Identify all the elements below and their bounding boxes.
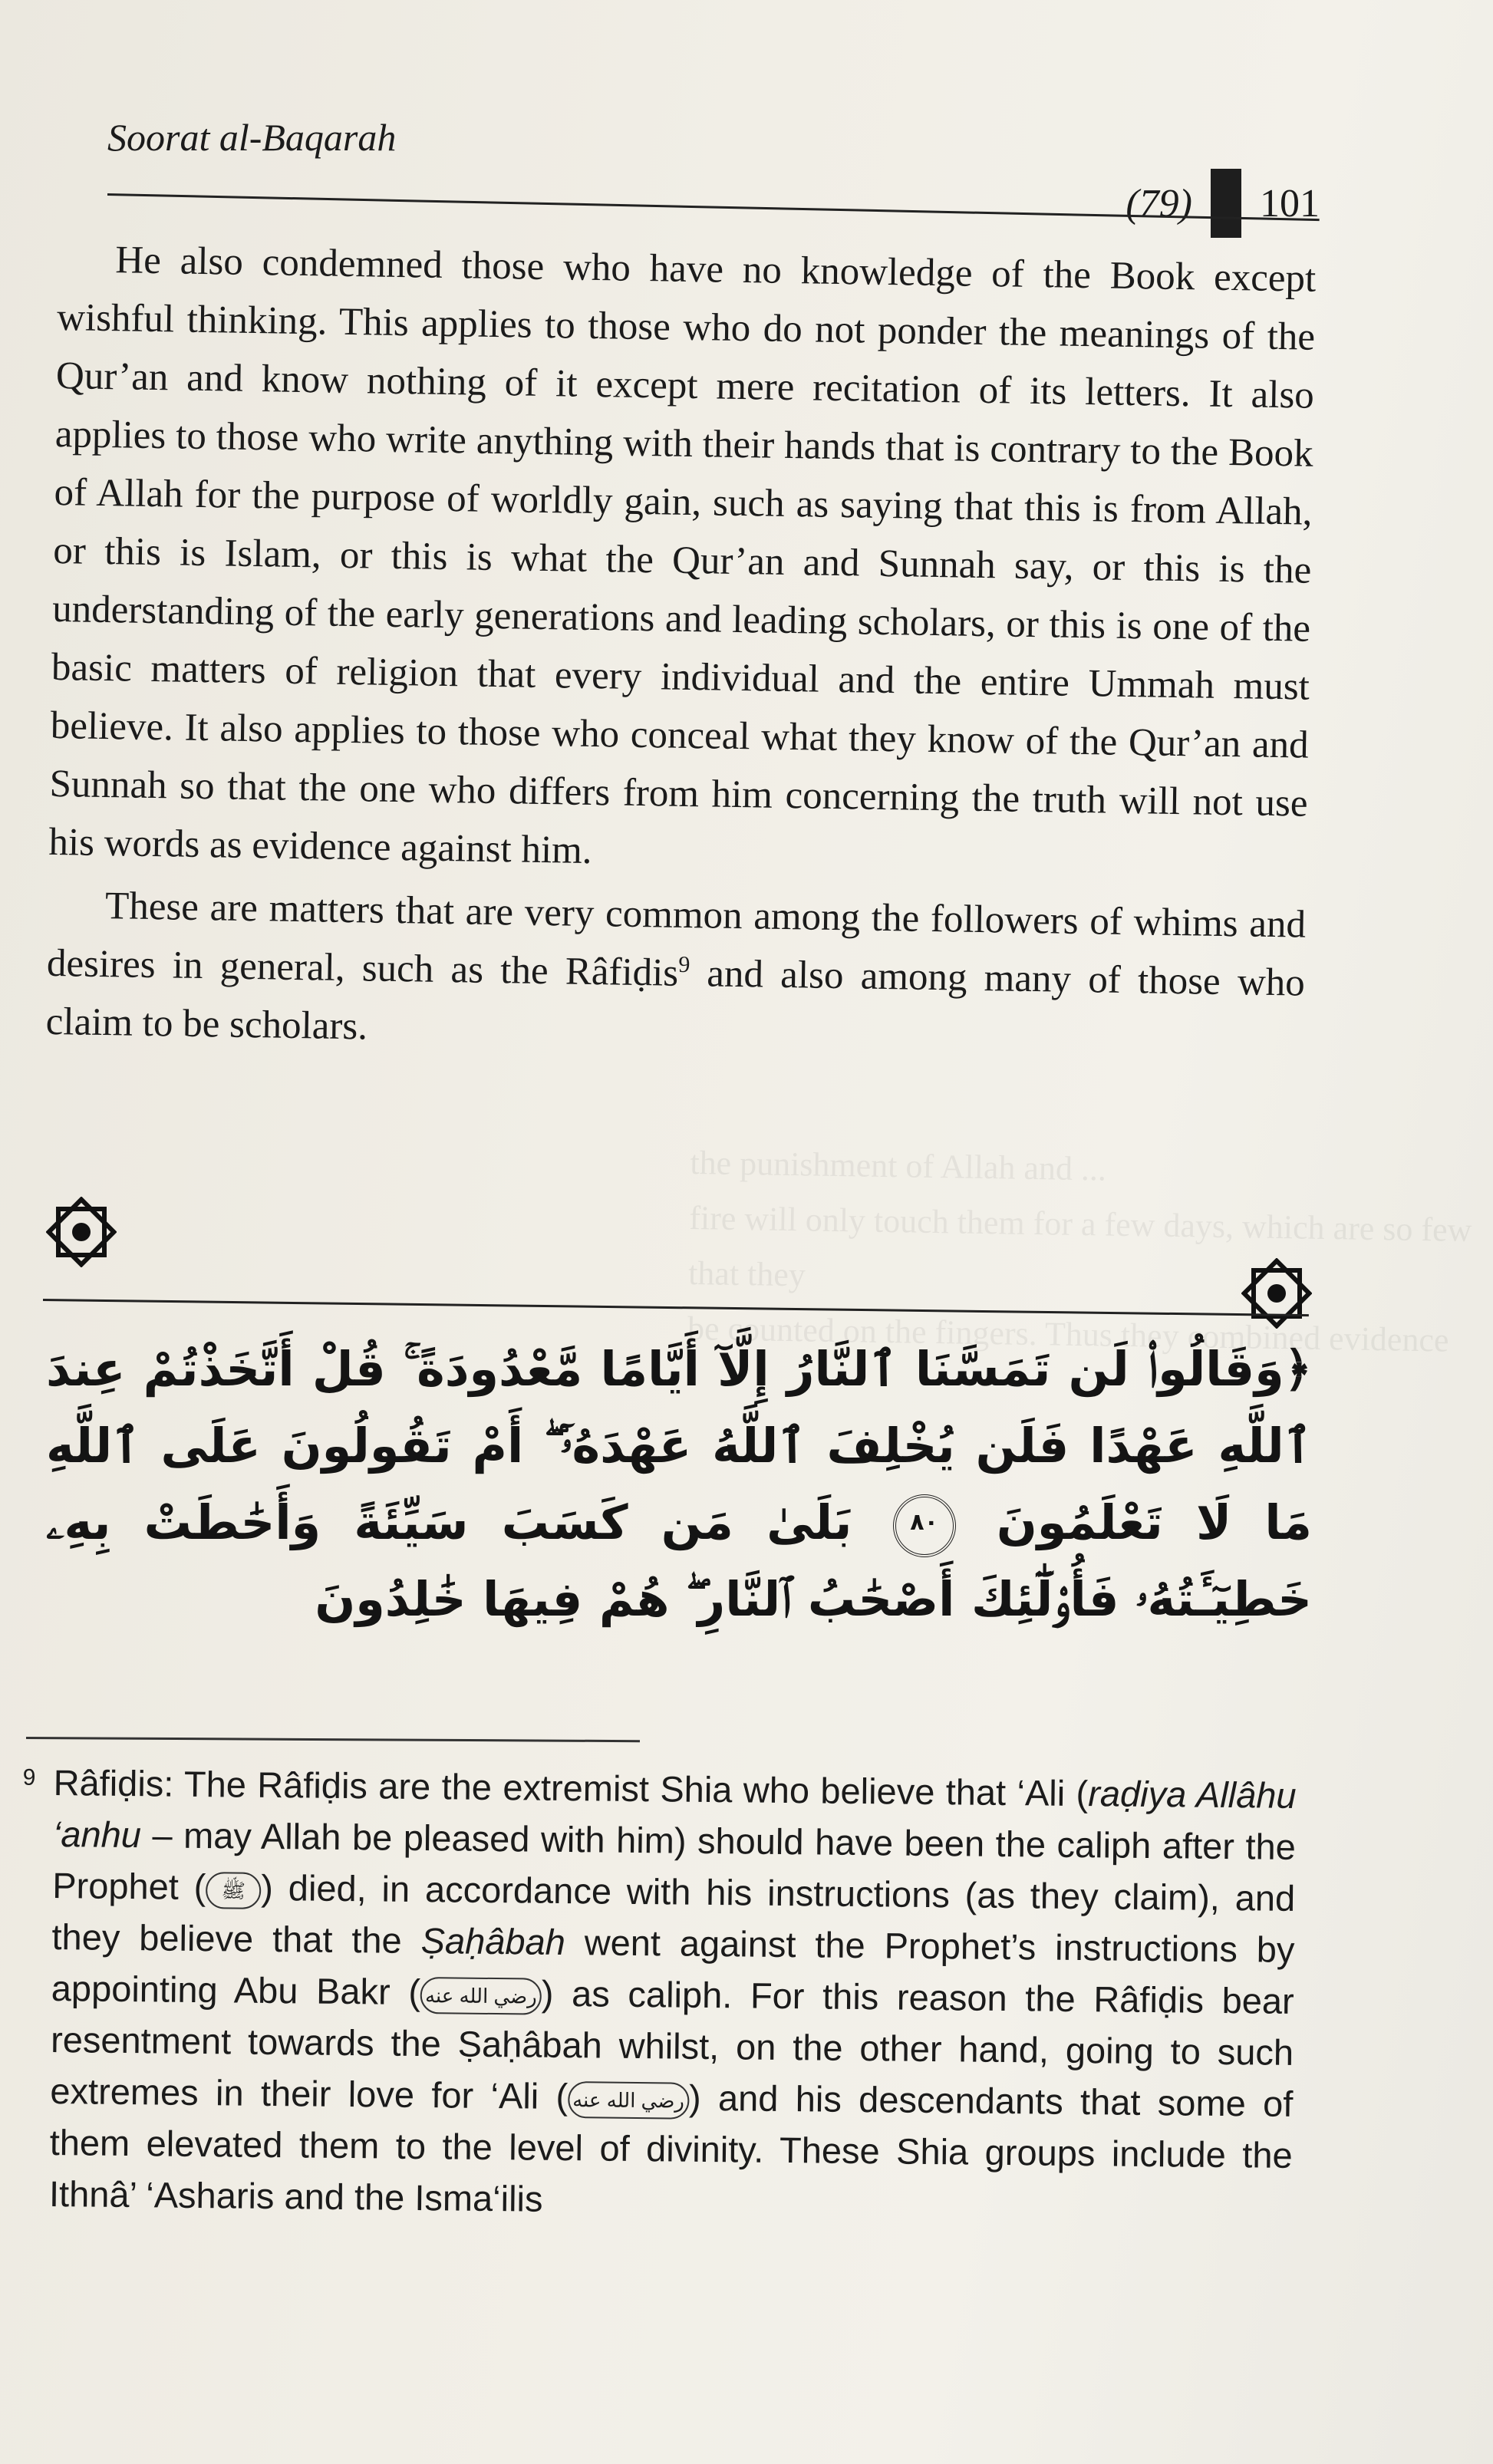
star-ornament-icon bbox=[1241, 1258, 1312, 1329]
body-text bbox=[45, 230, 1317, 1076]
footnote-number: 9 bbox=[22, 1764, 36, 1790]
thumb-tab-marker bbox=[1211, 169, 1241, 238]
show-through-text: the punishment of Allah and ... fire will only touch them for a few days, which are so few that they be counted on the fingers. Thus they combined evidence bbox=[687, 1143, 1472, 1359]
running-head: Soorat al-Baqarah bbox=[107, 116, 397, 159]
footnote: 9 Râfiḍis: The Râfiḍis are the extremist Shia who believe that ‘Ali (raḍiya Allâhu ‘anhu – may Allah be pleased with him) should have been the caliph after the Prophet ( ﷺ ) died, in accordance with his instructions (as they claim), and they believe that the Ṣaḥâbah went against the Prophet’s instructions by appointing Abu Bakr ( رضي الله عنه ) as caliph. For this reason the Râfiḍis bear resentment towards the Ṣaḥâbah whilst, on the other hand, going to such extremes in their love for ‘Ali ( رضي الله عنه ) and his descendants that some of them elevated them to the level of divinity. These Shia groups include the Ithnâ’ ‘Asharis and the Isma‘ilis bbox=[49, 1757, 1297, 2232]
ayah-number-marker: ٨٠ bbox=[893, 1494, 956, 1557]
radiyallahu-honorific-icon: رضي الله عنه bbox=[420, 1977, 542, 2015]
salawat-honorific-icon: ﷺ bbox=[206, 1872, 261, 1909]
footnote-rule bbox=[26, 1737, 640, 1742]
quran-verse-81: بَلَىٰ مَن كَسَبَ سَيِّئَةً وَأَحَٰطَتْ بِهِۦ خَطِيٓـَٔتُهُۥ فَأُو۟لَٰٓئِكَ أَصْحَٰبُ ٱلنَّارِ ۖ هُمْ فِيهَا خَٰلِدُونَ bbox=[46, 1494, 1312, 1627]
paragraph-1: He also condemned those who have no knowledge of the Book except wishful thinking. This applies to those who do not ponder the meanings of the Qur’an and know nothing of it except mere recitation of its letters. It also applies to those who write anything with their hands that is contrary to the Book of Allah for the purpose of worldly gain, such as saying that this is from Allah, or this is Islam, or this is what the Qur’an and Sunnah say, or this is the understanding of the early generations and leading scholars, or this is one of the basic matters of religion that every individual and the entire Ummah must believe. It also applies to those who conceal what they know of the Qur’an and Sunnah so that the one who differs from him concerning the truth will not use his words as evidence against him. bbox=[48, 239, 1317, 873]
quran-verses bbox=[46, 1331, 1312, 1638]
page-number: 101 bbox=[1260, 181, 1320, 226]
verse-reference: (79) bbox=[1126, 181, 1192, 226]
star-ornament-icon bbox=[46, 1197, 117, 1267]
radiyallahu-honorific-icon: رضي الله عنه bbox=[568, 2081, 689, 2120]
quran-verse-80: ﴿وَقَالُوا۟ لَن تَمَسَّنَا ٱلنَّارُ إِلَّآ أَيَّامًا مَّعْدُودَةً ۚ قُلْ أَتَّخَذْتُمْ عِندَ ٱللَّهِ عَهْدًا فَلَن يُخْلِفَ ٱللَّهُ عَهْدَهُۥٓ ۖ أَمْ تَقُولُونَ عَلَى ٱللَّهِ مَا لَا تَعْلَمُونَ bbox=[46, 1341, 1312, 1550]
footnote-reference: 9 bbox=[678, 951, 690, 978]
page-number-block bbox=[1126, 169, 1320, 238]
paragraph-2: These are matters that are very common among the followers of whims and desires in general, such as the Râfiḍis$^9$ and also among many of those who claim to be scholars. bbox=[45, 884, 1307, 1049]
